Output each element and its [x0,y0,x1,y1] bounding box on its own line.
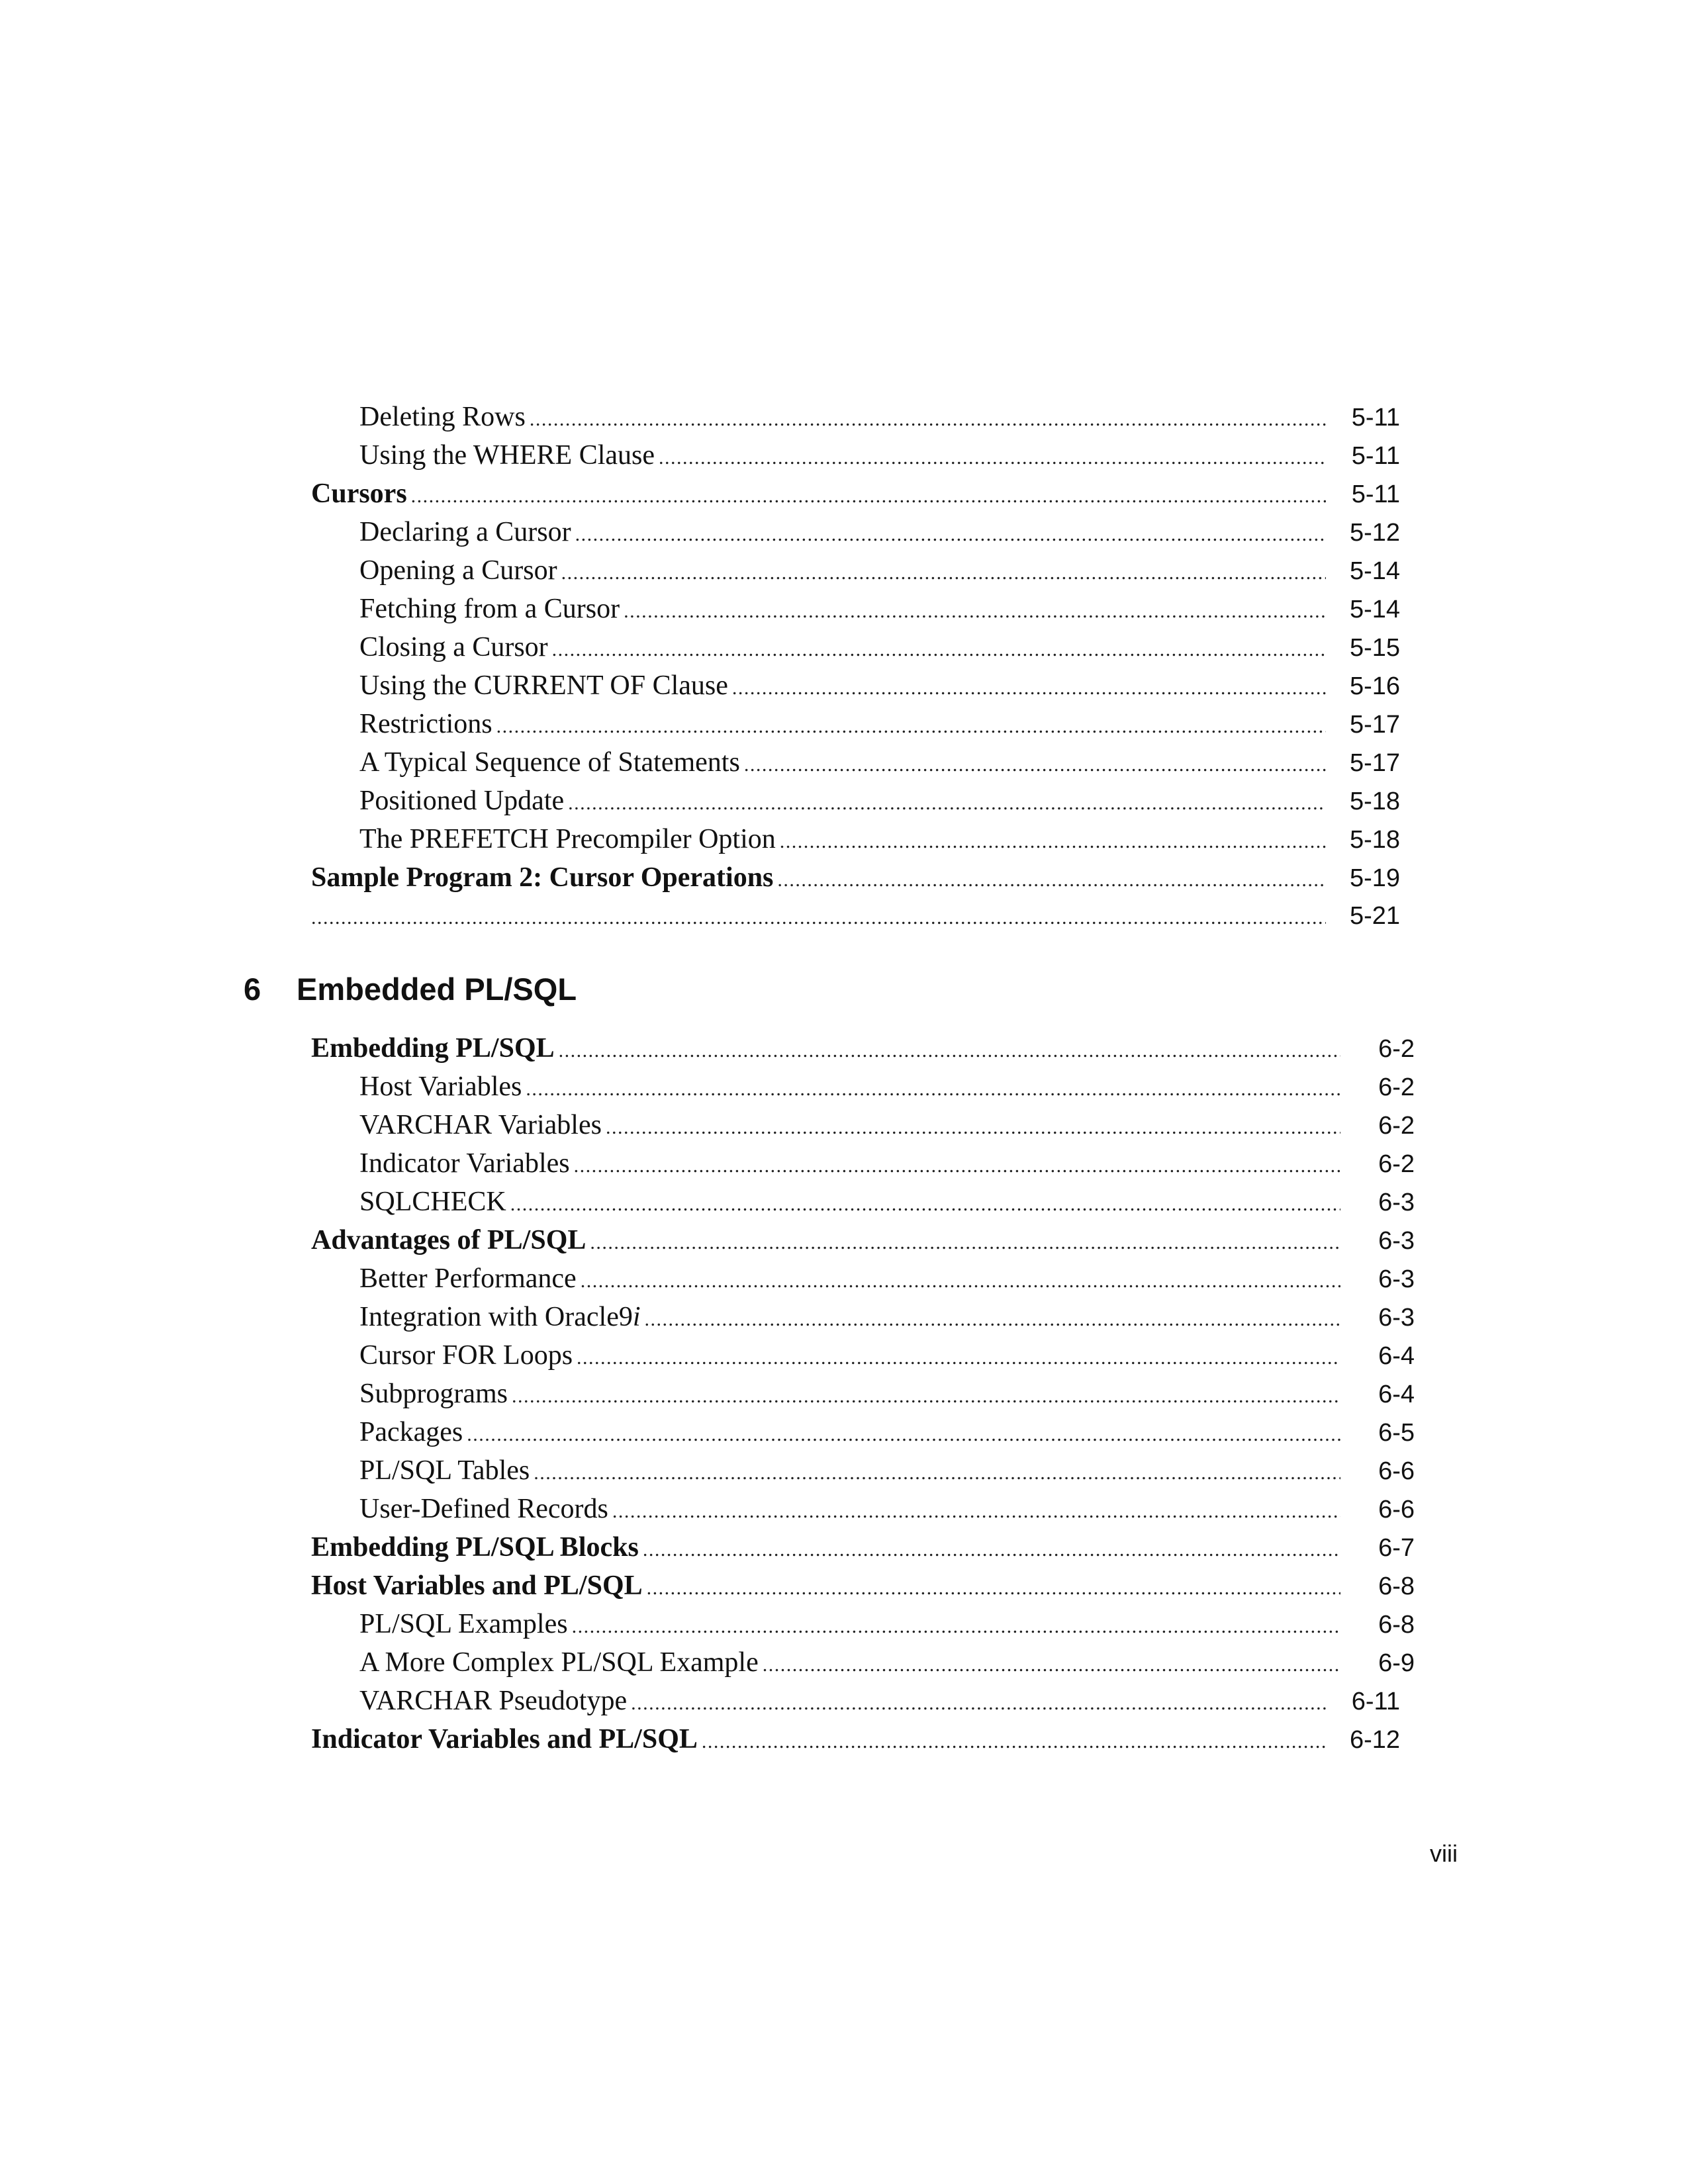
toc-entry-title: Sample Program 2: Cursor Operations [311,862,774,893]
toc-entry[interactable] [359,516,1400,548]
toc-entry[interactable] [359,1340,1415,1371]
toc-entry-page: 6-3 [1378,1227,1415,1255]
dot-leader [581,1265,1340,1295]
toc-entry-page: 6-8 [1378,1611,1415,1639]
toc-entry-title: Closing a Cursor [359,632,548,662]
dot-leader [612,1496,1340,1525]
toc-entry[interactable] [359,631,1400,663]
toc-entry[interactable] [359,1071,1415,1103]
toc-entry-page: 6-8 [1378,1572,1415,1600]
dot-leader [732,672,1326,702]
toc-entry-page: 5-17 [1349,711,1400,739]
dot-leader [526,1073,1340,1103]
toc-entry-title: Host Variables and PL/SQL [311,1570,643,1601]
toc-entry[interactable] [359,1378,1415,1410]
toc-entry-page: 5-19 [1349,864,1400,892]
dot-leader [467,1419,1340,1448]
toc-entry-page: 6-2 [1378,1150,1415,1178]
dot-leader [647,1572,1340,1602]
toc-entry-page: 6-2 [1378,1112,1415,1140]
dot-leader [744,749,1326,778]
toc-entry[interactable] [359,1148,1415,1179]
toc-entry-page: 5-14 [1349,557,1400,585]
toc-entry[interactable] [359,1608,1415,1640]
toc-entry-title: Host Variables [359,1071,522,1102]
toc-entry-page: 6-4 [1378,1342,1415,1370]
toc-entry-page: 5-11 [1351,404,1400,432]
toc-entry-page: 6-11 [1351,1688,1400,1715]
toc-section-entry[interactable] [311,1531,1415,1563]
toc-entry-title: Declaring a Cursor [359,517,571,547]
toc-entry-title: Opening a Cursor [359,555,557,586]
dot-leader [561,557,1326,586]
toc-entry[interactable] [359,1109,1415,1141]
toc-entry[interactable] [359,785,1400,817]
toc-entry-page: 5-14 [1349,596,1400,623]
toc-entry[interactable] [359,1416,1415,1448]
dot-leader [702,1726,1326,1755]
toc-section-entry[interactable] [311,1723,1400,1755]
toc-entry-title: VARCHAR Pseudotype [359,1686,628,1716]
toc-entry[interactable] [359,823,1400,855]
dot-leader [574,1150,1340,1179]
dot-leader [510,1189,1340,1218]
toc-entry-title: Advantages of PL/SQL [311,1225,586,1255]
dot-leader [512,1381,1340,1410]
dot-leader [659,442,1326,471]
toc-entry-title: Embedding PL/SQL [311,1033,555,1064]
toc-entry[interactable] [359,555,1400,586]
toc-entry-title: PL/SQL Examples [359,1609,568,1639]
dot-leader [643,1534,1340,1563]
toc-entry-page: 6-5 [1378,1419,1415,1447]
dot-leader [606,1112,1340,1141]
toc-entry[interactable] [359,708,1400,740]
toc-entry-title: Using the WHERE Clause [359,440,655,471]
page-number: viii [1430,1840,1458,1867]
toc-entry-page: 5-12 [1349,519,1400,547]
toc-entry-page: 6-4 [1378,1381,1415,1408]
toc-section-entry[interactable] [311,478,1400,510]
dot-leader [411,480,1326,510]
toc-entry[interactable] [359,670,1400,702]
toc-entry-title: SQLCHECK [359,1187,506,1217]
toc-entry-page: 6-12 [1349,1726,1400,1754]
toc-entry-page: 6-9 [1378,1649,1415,1677]
dot-leader [572,1611,1340,1640]
toc-entry[interactable] [359,1493,1415,1525]
toc-entry-page: 6-2 [1378,1035,1415,1063]
toc-entry-title: Indicator Variables [359,1148,570,1179]
chapter-number: 6 [244,972,261,1007]
toc-entry-page: 5-21 [1349,902,1400,930]
toc-entry-title: Fetching from a Cursor [359,594,620,624]
dot-leader [577,1342,1340,1371]
toc-section-entry[interactable] [311,1224,1415,1256]
toc-entry-page: 5-11 [1351,480,1400,508]
toc-entry[interactable] [359,1685,1400,1717]
toc-entry-title: Indicator Variables and PL/SQL [311,1724,698,1754]
toc-entry-title: Cursors [311,478,407,509]
dot-leader [624,596,1326,625]
toc-entry-title: Integration with Oracle9i [359,1302,641,1332]
toc-entry-page: 6-3 [1378,1189,1415,1216]
toc-entry[interactable] [359,401,1400,433]
toc-entry-page: 5-15 [1349,634,1400,662]
dot-leader [645,1304,1340,1333]
dot-leader [568,788,1326,817]
toc-entry-page: 5-11 [1351,442,1400,470]
toc-entry-page: 5-18 [1349,788,1400,815]
toc-section-entry[interactable] [311,1032,1415,1064]
toc-entry-title: Subprograms [359,1379,508,1409]
toc-entry[interactable] [359,1263,1415,1295]
toc-entry[interactable] [359,1186,1415,1218]
toc-entry-page: 5-17 [1349,749,1400,777]
toc-section-entry[interactable] [311,862,1400,893]
toc-entry-page: 5-16 [1349,672,1400,700]
dot-leader [534,1457,1340,1486]
chapter-title: Embedded PL/SQL [297,972,577,1007]
toc-entry-title: Using the CURRENT OF Clause [359,670,728,701]
toc-entry[interactable] [359,593,1400,625]
toc-entry[interactable] [359,1455,1415,1486]
toc-entry-title: A Typical Sequence of Statements [359,747,740,778]
toc-entry-title: Packages [359,1417,463,1447]
toc-entry[interactable] [359,747,1400,778]
toc-entry-title: PL/SQL Tables [359,1455,530,1486]
dot-leader [530,404,1326,433]
dot-leader [763,1649,1340,1678]
dot-leader [311,902,1326,932]
toc-entry-title: Restrictions [359,709,492,739]
toc-entry-title: Better Performance [359,1263,577,1294]
toc-entry-page: 6-2 [1378,1073,1415,1101]
toc-entry-page: 6-6 [1378,1496,1415,1524]
toc-entry-title: Cursor FOR Loops [359,1340,573,1371]
dot-leader [780,826,1326,855]
toc-entry[interactable] [359,1647,1415,1678]
toc-entry-title: A More Complex PL/SQL Example [359,1647,759,1678]
toc-entry-page: 6-7 [1378,1534,1415,1562]
dot-leader [552,634,1326,663]
toc-entry-page: 6-3 [1378,1265,1415,1293]
toc-section-entry[interactable] [311,900,1400,932]
toc-entry-page: 6-3 [1378,1304,1415,1332]
toc-section-entry[interactable] [311,1570,1415,1602]
dot-leader [575,519,1326,548]
dot-leader [631,1688,1326,1717]
product-suffix: i [632,1302,641,1332]
toc-entry-title: The PREFETCH Precompiler Option [359,824,776,854]
toc-entry[interactable] [359,439,1400,471]
toc-entry[interactable] [359,1301,1415,1333]
toc-entry-page: 6-6 [1378,1457,1415,1485]
dot-leader [559,1035,1340,1064]
toc-entry-title: VARCHAR Variables [359,1110,602,1140]
toc-entry-title: User-Defined Records [359,1494,608,1524]
dot-leader [777,864,1326,893]
toc-entry-title: Positioned Update [359,786,565,816]
toc-entry-title: Deleting Rows [359,402,526,432]
dot-leader [590,1227,1340,1256]
chapter-heading[interactable] [244,970,577,1009]
toc-entry-title: Embedding PL/SQL Blocks [311,1532,639,1563]
dot-leader [496,711,1326,740]
toc-entry-page: 5-18 [1349,826,1400,854]
